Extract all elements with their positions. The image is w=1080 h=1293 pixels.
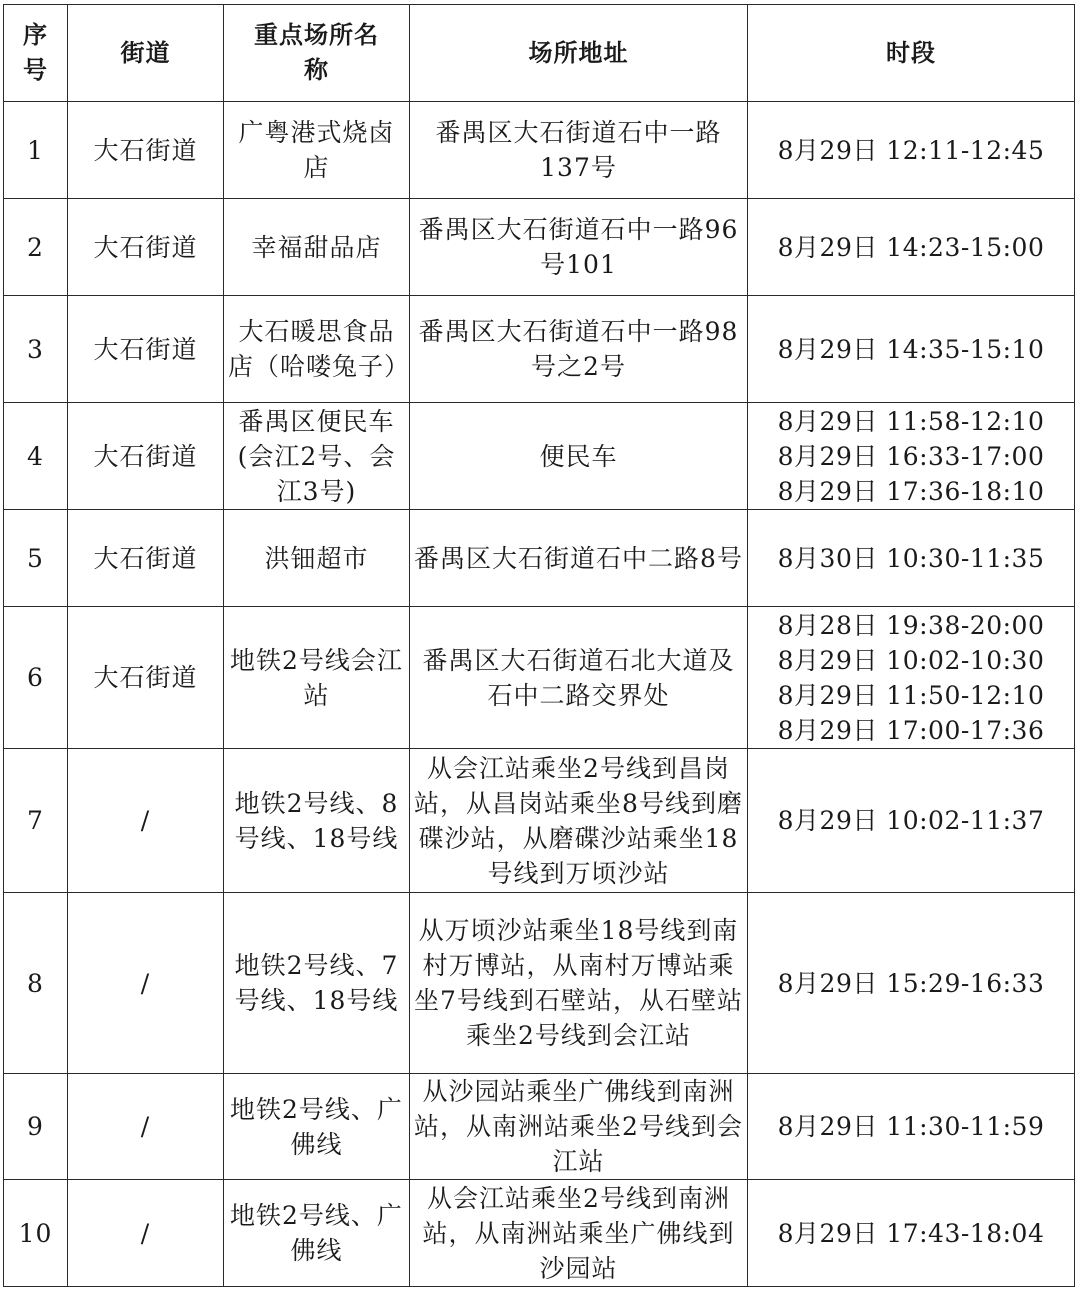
row-street: / <box>68 1074 224 1180</box>
header-row <box>4 5 1075 102</box>
table-row <box>4 1074 1075 1180</box>
time-entry: 8月29日 17:36-18:10 <box>777 476 1045 506</box>
row-venue: 地铁2号线会江站 <box>224 607 410 749</box>
time-entry: 8月30日 10:30-11:35 <box>777 543 1045 573</box>
row-times <box>748 749 1075 893</box>
time-entry: 8月29日 15:29-16:33 <box>777 968 1045 998</box>
row-address: 番禺区大石街道石中一路96号101 <box>410 199 748 296</box>
row-street: 大石街道 <box>68 296 224 403</box>
time-entry: 8月28日 19:38-20:00 <box>777 610 1045 640</box>
venue-table <box>3 4 1075 1287</box>
row-street: / <box>68 1180 224 1287</box>
row-index: 10 <box>4 1180 68 1287</box>
time-entry: 8月29日 10:02-11:37 <box>777 806 1045 835</box>
row-venue: 地铁2号线、广佛线 <box>224 1074 410 1180</box>
row-venue: 地铁2号线、7号线、18号线 <box>224 893 410 1074</box>
time-entry: 8月29日 11:50-12:10 <box>777 680 1045 710</box>
row-index: 1 <box>4 102 68 199</box>
time-entry: 8月29日 14:35-15:10 <box>777 334 1045 364</box>
table-row <box>4 403 1075 510</box>
time-entry: 8月29日 12:11-12:45 <box>777 135 1045 165</box>
time-entry: 8月29日 11:58-12:10 <box>777 406 1045 436</box>
row-address: 从沙园站乘坐广佛线到南洲站，从南洲站乘坐2号线到会江站 <box>410 1074 748 1180</box>
header-period: 时段 <box>748 5 1075 102</box>
table-body <box>4 102 1075 1287</box>
row-venue: 广粤港式烧卤店 <box>224 102 410 199</box>
table-row <box>4 102 1075 199</box>
row-times <box>748 510 1075 607</box>
row-times <box>748 1180 1075 1287</box>
row-times <box>748 1074 1075 1180</box>
time-entry: 8月29日 14:23-15:00 <box>777 232 1045 262</box>
row-venue: 洪钿超市 <box>224 510 410 607</box>
row-index: 4 <box>4 403 68 510</box>
row-address: 从万顷沙站乘坐18号线到南村万博站，从南村万博站乘坐7号线到石壁站，从石壁站乘坐2号线到会江站 <box>410 893 748 1074</box>
row-venue: 番禺区便民车(会江2号、会江3号) <box>224 403 410 510</box>
row-times <box>748 607 1075 749</box>
row-times <box>748 102 1075 199</box>
row-times <box>748 199 1075 296</box>
row-address: 番禺区大石街道石中一路98号之2号 <box>410 296 748 403</box>
row-address: 便民车 <box>410 403 748 510</box>
row-venue: 地铁2号线、8号线、18号线 <box>224 749 410 893</box>
row-street: 大石街道 <box>68 102 224 199</box>
row-address: 从会江站乘坐2号线到昌岗站，从昌岗站乘坐8号线到磨碟沙站，从磨碟沙站乘坐18号线到万顷沙站 <box>410 749 748 893</box>
row-street: / <box>68 749 224 893</box>
row-venue: 地铁2号线、广佛线 <box>224 1180 410 1287</box>
table-row <box>4 510 1075 607</box>
time-entry: 8月29日 17:43-18:04 <box>777 1218 1045 1248</box>
row-index: 9 <box>4 1074 68 1180</box>
row-index: 8 <box>4 893 68 1074</box>
row-street: 大石街道 <box>68 510 224 607</box>
row-times <box>748 403 1075 510</box>
row-index: 7 <box>4 749 68 893</box>
row-street: 大石街道 <box>68 607 224 749</box>
table-row <box>4 199 1075 296</box>
header-address: 场所地址 <box>410 5 748 102</box>
row-times <box>748 893 1075 1074</box>
row-venue: 大石暖思食品店（哈喽兔子） <box>224 296 410 403</box>
row-address: 番禺区大石街道石中一路137号 <box>410 102 748 199</box>
row-index: 2 <box>4 199 68 296</box>
table-row <box>4 893 1075 1074</box>
header-index: 序号 <box>4 5 68 102</box>
header-venue: 重点场所名称 <box>224 5 410 102</box>
time-entry: 8月29日 17:00-17:36 <box>777 715 1045 745</box>
row-venue: 幸福甜品店 <box>224 199 410 296</box>
table-row <box>4 296 1075 403</box>
table-row <box>4 1180 1075 1287</box>
row-address: 番禺区大石街道石中二路8号 <box>410 510 748 607</box>
time-entry: 8月29日 11:30-11:59 <box>777 1112 1045 1141</box>
row-index: 5 <box>4 510 68 607</box>
time-entry: 8月29日 10:02-10:30 <box>777 645 1045 675</box>
table-row <box>4 607 1075 749</box>
row-times <box>748 296 1075 403</box>
row-index: 6 <box>4 607 68 749</box>
row-index: 3 <box>4 296 68 403</box>
time-entry: 8月29日 16:33-17:00 <box>777 441 1045 471</box>
row-street: 大石街道 <box>68 403 224 510</box>
row-address: 番禺区大石街道石北大道及石中二路交界处 <box>410 607 748 749</box>
row-street: 大石街道 <box>68 199 224 296</box>
row-address: 从会江站乘坐2号线到南洲站，从南洲站乘坐广佛线到沙园站 <box>410 1180 748 1287</box>
row-street: / <box>68 893 224 1074</box>
header-street: 街道 <box>68 5 224 102</box>
table-row <box>4 749 1075 893</box>
